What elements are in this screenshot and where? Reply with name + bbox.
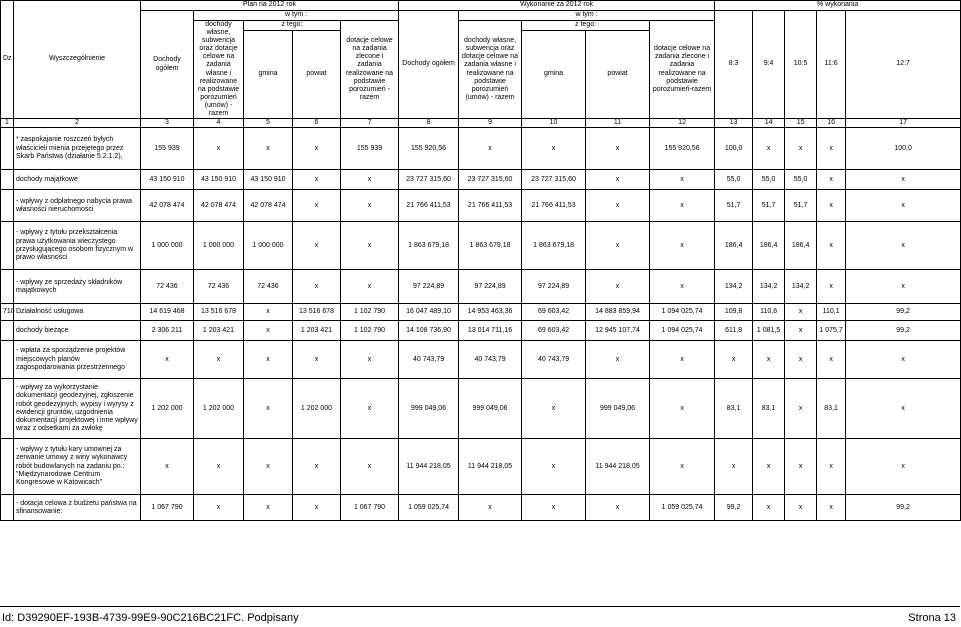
row-value: 155 920,56: [650, 128, 715, 170]
row-value: 1 863 679,18: [522, 222, 586, 270]
row-value: 1 203 421: [293, 321, 341, 341]
row-value: x: [846, 222, 961, 270]
table-row: [1, 495, 961, 521]
row-value: 99,2: [846, 321, 961, 341]
row-value: x: [715, 439, 753, 495]
row-value: 83,1: [715, 379, 753, 439]
row-dz: [1, 222, 14, 270]
row-value: x: [244, 341, 293, 379]
header-plan-powiat: powiat: [293, 31, 341, 119]
page-footer: [0, 606, 960, 627]
row-value: 42 078 474: [141, 190, 194, 222]
row-value: 109,8: [715, 304, 753, 321]
row-dz: 710: [1, 304, 14, 321]
row-value: x: [650, 379, 715, 439]
column-number: 16: [817, 119, 846, 128]
header-pct-3: 11:6: [817, 11, 846, 119]
row-description: - wpływy ze sprzedaży składników majątkowych: [14, 270, 141, 304]
table-row: [1, 321, 961, 341]
header-wyszczegolnienie: Wyszczególnienie: [14, 1, 141, 119]
column-number: 2: [14, 119, 141, 128]
header-wyk-dotacje: dotacje celowe na zadania zlecone i zadania realizowane na podstawie porozumień-razem: [650, 21, 715, 119]
row-value: 43 150 910: [141, 170, 194, 190]
document-id: Id: D39290EF-193B-4739-99E9-90C216BC21FC. Podpisany: [2, 612, 299, 624]
row-value: x: [244, 379, 293, 439]
header-wyk-w-tym: w tym :: [459, 11, 715, 21]
row-value: x: [293, 190, 341, 222]
row-value: x: [817, 439, 846, 495]
header-dz: Dz: [1, 1, 14, 119]
row-value: x: [715, 341, 753, 379]
row-value: x: [650, 190, 715, 222]
row-value: 97 224,89: [459, 270, 522, 304]
header-wykonanie: Wykonanie za 2012 rok: [399, 1, 715, 11]
row-value: 999 049,06: [399, 379, 459, 439]
row-value: x: [785, 128, 817, 170]
header-plan-wlasne: dochody własne, subwencja oraz dotacje celowe na zadania własne i realizowane na podstawie porozumień (umów) - razem: [194, 21, 244, 119]
row-value: 11 944 218,05: [586, 439, 650, 495]
table-row: [1, 170, 961, 190]
row-description: Działalność usługowa: [14, 304, 141, 321]
row-value: x: [650, 170, 715, 190]
row-value: x: [817, 190, 846, 222]
row-value: 1 202 000: [194, 379, 244, 439]
row-dz: [1, 170, 14, 190]
row-value: 1 059 025,74: [399, 495, 459, 521]
row-value: x: [846, 270, 961, 304]
row-value: 134,2: [785, 270, 817, 304]
row-value: 40 743,79: [459, 341, 522, 379]
header-wyk-powiat: powiat: [586, 31, 650, 119]
row-value: 14 883 859,94: [586, 304, 650, 321]
row-description: - wpływy z odpłatnego nabycia prawa własności nieruchomości: [14, 190, 141, 222]
row-value: x: [341, 190, 399, 222]
row-value: x: [459, 128, 522, 170]
column-number: 3: [141, 119, 194, 128]
row-value: 55,0: [715, 170, 753, 190]
header-plan-gmina: gmina: [244, 31, 293, 119]
page-number: Strona 13: [908, 612, 956, 624]
row-value: 23 727 315,60: [399, 170, 459, 190]
row-value: 14 953 463,36: [459, 304, 522, 321]
row-value: 42 078 474: [194, 190, 244, 222]
row-value: x: [817, 341, 846, 379]
row-value: x: [522, 128, 586, 170]
row-dz: [1, 439, 14, 495]
row-value: 69 603,42: [522, 304, 586, 321]
row-value: 97 224,89: [522, 270, 586, 304]
row-value: x: [650, 439, 715, 495]
row-value: x: [753, 128, 785, 170]
column-number: 8: [399, 119, 459, 128]
row-value: 1 202 000: [293, 379, 341, 439]
row-dz: [1, 128, 14, 170]
row-value: 999 049,06: [586, 379, 650, 439]
row-value: 1 203 421: [194, 321, 244, 341]
row-value: 999 049,06: [459, 379, 522, 439]
table-row: [1, 379, 961, 439]
row-value: x: [459, 495, 522, 521]
row-value: x: [194, 341, 244, 379]
column-number: 15: [785, 119, 817, 128]
row-dz: [1, 270, 14, 304]
row-dz: [1, 341, 14, 379]
row-value: 13 014 711,16: [459, 321, 522, 341]
row-value: x: [785, 341, 817, 379]
row-value: x: [244, 321, 293, 341]
row-value: x: [846, 341, 961, 379]
column-number: 14: [753, 119, 785, 128]
row-value: 155 920,56: [399, 128, 459, 170]
row-value: x: [586, 222, 650, 270]
row-value: 21 766 411,53: [522, 190, 586, 222]
row-value: 1 067 790: [141, 495, 194, 521]
row-value: x: [522, 495, 586, 521]
row-value: 134,2: [753, 270, 785, 304]
header-pct-4: 12:7: [846, 11, 961, 119]
header-plan-dotacje: dotacje celowe na zadania zlecone i zadania realizowane na podstawie porozumień - razem: [341, 21, 399, 119]
row-value: 43 150 910: [244, 170, 293, 190]
row-value: x: [194, 439, 244, 495]
row-value: 55,0: [753, 170, 785, 190]
row-value: x: [785, 304, 817, 321]
column-number: 13: [715, 119, 753, 128]
row-value: 23 727 315,60: [522, 170, 586, 190]
row-value: x: [650, 341, 715, 379]
row-description: * zaspokajanie roszczeń byłych właścicieli mienia przejętego przez Skarb Państwa (działanie 5.2.1.2),: [14, 128, 141, 170]
header-plan-ogolem: Dochody ogółem: [141, 11, 194, 119]
column-number: 5: [244, 119, 293, 128]
row-value: 1 000 000: [244, 222, 293, 270]
row-value: 611,8: [715, 321, 753, 341]
row-value: 1 102 790: [341, 321, 399, 341]
row-value: 21 766 411,53: [459, 190, 522, 222]
header-wyk-ogolem: Dochody ogółem: [399, 11, 459, 119]
row-value: 83,1: [753, 379, 785, 439]
row-value: x: [785, 321, 817, 341]
row-value: 2 306 211: [141, 321, 194, 341]
row-value: 1 081,5: [753, 321, 785, 341]
column-number: 1: [1, 119, 14, 128]
row-description: dochody bieżące: [14, 321, 141, 341]
header-wyk-wlasne: dochody własne, subwencja oraz dotacje celowe na zadania własne i realizowane na podstawie porozumień (umów) - razem: [459, 21, 522, 119]
table-row: [1, 128, 961, 170]
row-description: - wpływy z tytułu przekształcenia prawa użytkowania wieczystego przysługującego osobom fizycznym w prawo własności: [14, 222, 141, 270]
column-number-row: [1, 119, 961, 128]
header-procent: % wykonania: [715, 1, 961, 11]
row-value: x: [522, 439, 586, 495]
row-dz: [1, 321, 14, 341]
row-value: x: [586, 190, 650, 222]
row-value: 1 863 679,18: [459, 222, 522, 270]
row-value: x: [817, 170, 846, 190]
row-value: 72 436: [194, 270, 244, 304]
row-value: x: [650, 270, 715, 304]
row-value: 99,2: [846, 304, 961, 321]
row-value: x: [817, 270, 846, 304]
row-value: 99,2: [715, 495, 753, 521]
row-value: x: [341, 439, 399, 495]
row-value: 23 727 315,60: [459, 170, 522, 190]
column-number: 7: [341, 119, 399, 128]
table-row: [1, 222, 961, 270]
header-pct-2: 10:5: [785, 11, 817, 119]
row-value: 40 743,79: [399, 341, 459, 379]
row-value: x: [244, 128, 293, 170]
row-value: x: [586, 270, 650, 304]
row-value: 51,7: [785, 190, 817, 222]
row-value: x: [785, 439, 817, 495]
row-value: 100,0: [715, 128, 753, 170]
row-value: x: [586, 170, 650, 190]
row-value: x: [753, 341, 785, 379]
row-value: x: [817, 222, 846, 270]
row-value: 72 436: [141, 270, 194, 304]
row-value: 51,7: [753, 190, 785, 222]
row-value: 186,4: [785, 222, 817, 270]
table-row: [1, 439, 961, 495]
row-value: x: [341, 341, 399, 379]
header-wyk-gmina: gmina: [522, 31, 586, 119]
table-row: [1, 341, 961, 379]
column-number: 9: [459, 119, 522, 128]
row-value: x: [341, 379, 399, 439]
row-value: x: [846, 170, 961, 190]
row-value: 40 743,79: [522, 341, 586, 379]
row-value: 134,2: [715, 270, 753, 304]
row-value: 11 944 218,05: [459, 439, 522, 495]
row-value: x: [817, 495, 846, 521]
row-value: x: [293, 128, 341, 170]
row-value: 1 000 000: [141, 222, 194, 270]
row-dz: [1, 495, 14, 521]
row-value: 186,4: [715, 222, 753, 270]
row-value: 83,1: [817, 379, 846, 439]
row-value: 51,7: [715, 190, 753, 222]
row-value: 155 939: [341, 128, 399, 170]
row-value: x: [141, 439, 194, 495]
row-value: 13 516 678: [293, 304, 341, 321]
row-value: 99,2: [846, 495, 961, 521]
column-number: 17: [846, 119, 961, 128]
row-value: x: [341, 170, 399, 190]
row-value: 12 945 107,74: [586, 321, 650, 341]
row-value: x: [341, 270, 399, 304]
row-value: x: [293, 222, 341, 270]
row-value: x: [586, 341, 650, 379]
row-value: x: [753, 495, 785, 521]
row-value: 42 078 474: [244, 190, 293, 222]
row-description: - wpływy z tytułu kary umownej za zerwanie umowy z winy wykonawcy robót budowlanych na zadaniu pn.: "Międzynarodowe Centrum Kongresowe w Katowicach": [14, 439, 141, 495]
row-value: x: [244, 439, 293, 495]
row-value: 72 436: [244, 270, 293, 304]
row-value: x: [293, 439, 341, 495]
row-value: x: [293, 270, 341, 304]
row-value: 100,0: [846, 128, 961, 170]
row-description: dochody majątkowe: [14, 170, 141, 190]
row-value: 110,6: [753, 304, 785, 321]
row-value: 55,0: [785, 170, 817, 190]
row-value: 16 047 489,10: [399, 304, 459, 321]
row-value: x: [194, 495, 244, 521]
row-value: x: [785, 495, 817, 521]
row-value: x: [194, 128, 244, 170]
row-value: 97 224,89: [399, 270, 459, 304]
row-value: x: [293, 170, 341, 190]
row-value: 1 067 790: [341, 495, 399, 521]
row-value: 13 516 678: [194, 304, 244, 321]
row-value: 21 766 411,53: [399, 190, 459, 222]
row-value: x: [817, 128, 846, 170]
row-value: 1 102 790: [341, 304, 399, 321]
header-plan-w-tym: w tym :: [194, 11, 399, 21]
column-number: 6: [293, 119, 341, 128]
row-value: 14 619 468: [141, 304, 194, 321]
row-description: - dotacja celowa z budżetu państwa na sfinansowanie:: [14, 495, 141, 521]
header-plan: Plan na 2012 rok: [141, 1, 399, 11]
row-value: 1 863 679,18: [399, 222, 459, 270]
row-dz: [1, 190, 14, 222]
row-value: x: [846, 439, 961, 495]
row-value: 1 094 025,74: [650, 304, 715, 321]
column-number: 11: [586, 119, 650, 128]
row-value: 1 094 025,74: [650, 321, 715, 341]
header-wyk-z-tego: z tego:: [522, 21, 650, 31]
row-value: x: [846, 190, 961, 222]
row-value: 69 603,42: [522, 321, 586, 341]
row-value: x: [293, 341, 341, 379]
row-value: x: [244, 495, 293, 521]
row-value: 186,4: [753, 222, 785, 270]
header-plan-z-tego: z tego:: [244, 21, 341, 31]
row-value: 155 939: [141, 128, 194, 170]
row-value: 1 059 025,74: [650, 495, 715, 521]
row-value: 1 202 000: [141, 379, 194, 439]
row-value: x: [785, 379, 817, 439]
row-value: 43 150 910: [194, 170, 244, 190]
row-description: - wpływy za wykorzystanie dokumentacji geodezyjnej, zgłoszenie robót geodezyjnych, wypisy i wyrysy z ewidencji gruntów, uzgodnienia dokumentacji projektowej i inne wpływy wraz z odsetkami za zwłokę: [14, 379, 141, 439]
row-value: 1 075,7: [817, 321, 846, 341]
row-value: 1 000 000: [194, 222, 244, 270]
row-value: x: [586, 128, 650, 170]
row-value: x: [846, 379, 961, 439]
row-value: x: [341, 222, 399, 270]
row-description: - wpłata za sporządzenie projektów miejscowych planów zagospodarowania przestrzennego: [14, 341, 141, 379]
header-pct-1: 9:4: [753, 11, 785, 119]
row-value: 14 108 736,90: [399, 321, 459, 341]
row-value: 11 944 218,05: [399, 439, 459, 495]
table-row: [1, 190, 961, 222]
column-number: 10: [522, 119, 586, 128]
row-value: x: [141, 341, 194, 379]
table-row: [1, 304, 961, 321]
column-number: 4: [194, 119, 244, 128]
row-dz: [1, 379, 14, 439]
row-value: x: [522, 379, 586, 439]
row-value: x: [293, 495, 341, 521]
row-value: x: [650, 222, 715, 270]
row-value: 110,1: [817, 304, 846, 321]
header-pct-0: 8:3: [715, 11, 753, 119]
row-value: x: [244, 304, 293, 321]
column-number: 12: [650, 119, 715, 128]
table-row: [1, 270, 961, 304]
row-value: x: [586, 495, 650, 521]
row-value: x: [753, 439, 785, 495]
